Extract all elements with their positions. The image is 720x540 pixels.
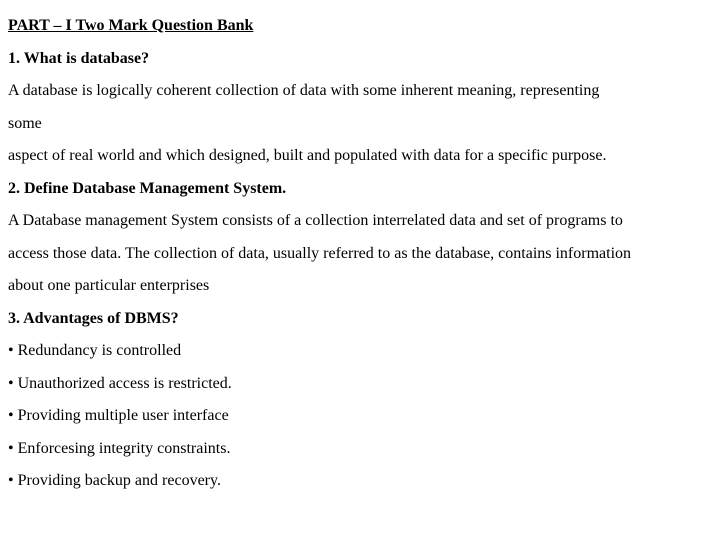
bullet-item <box>8 465 714 498</box>
bullet-text: Redundancy is controlled <box>17 342 182 359</box>
question-1-answer-line: some <box>8 114 42 132</box>
question-1-answer-line: aspect of real world and which designed, built and populated with data for a specific purpose. <box>8 147 607 164</box>
question-2-heading: 2. Define Database Management System. <box>8 179 287 197</box>
question-1-answer-line: A database is logically coherent collection of data with some inherent meaning, representing <box>8 82 600 99</box>
bullet-text: Providing multiple user interface <box>17 407 229 424</box>
bullet-text: Enforcesing integrity constraints. <box>17 439 231 457</box>
bullet-icon: • <box>8 374 14 392</box>
question-2-answer-line: access those data. The collection of data, usually referred to as the database, contains information <box>8 244 632 262</box>
bullet-item <box>8 433 714 466</box>
bullet-item <box>8 400 714 433</box>
bullet-icon: • <box>8 472 14 489</box>
bullet-text: Unauthorized access is restricted. <box>17 374 232 392</box>
bullet-text: Providing backup and recovery. <box>17 472 221 489</box>
bullet-item <box>8 335 714 368</box>
bullet-item <box>8 368 714 401</box>
page-title: PART – I Two Mark Question Bank <box>8 17 254 34</box>
bullet-icon: • <box>8 407 14 424</box>
question-1-heading: 1. What is database? <box>8 49 150 67</box>
question-2-answer-line: about one particular enterprises <box>8 277 210 294</box>
document-page <box>8 10 714 498</box>
question-2-answer-line: A Database management System consists of a collection interrelated data and set of programs to <box>8 212 623 229</box>
bullet-icon: • <box>8 342 14 359</box>
question-3-heading: 3. Advantages of DBMS? <box>8 309 179 327</box>
bullet-icon: • <box>8 439 14 457</box>
